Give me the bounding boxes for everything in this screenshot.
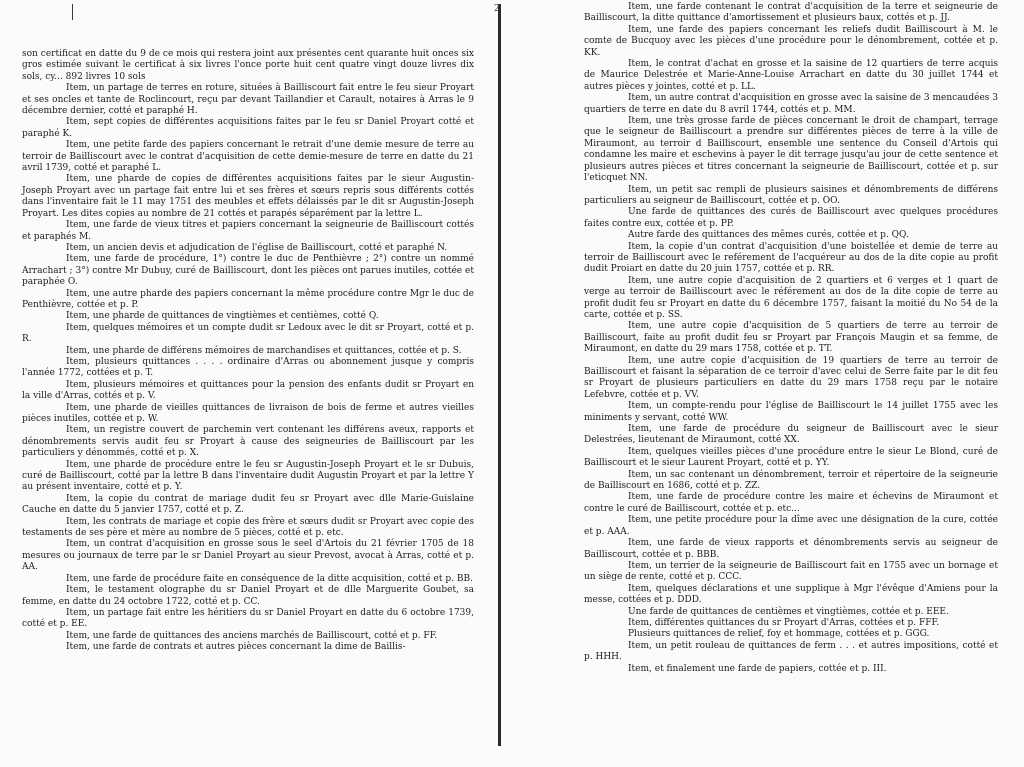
book-gutter [498, 4, 501, 746]
inventory-paragraph: Item, un contrat d'acquisition en grosse sous le seel d'Artois du 21 février 1705 de 18 mesures ou journaux de terre par le sr Daniel Proyart au sieur Prevost, avocat à Arras, cotté et p. AA. [22, 539, 474, 573]
inventory-paragraph: Item, plusieurs quittances . . . . ordinaire d'Arras ou abonnement jusque y compris l'année 1772, cottées et p. T. [22, 356, 474, 379]
right-page [503, 0, 1024, 767]
inventory-paragraph: Item, une farde de contrats et autres pièces concernant la dime de Baillis- [66, 642, 406, 653]
inventory-paragraph: Item, un sac contenant un dénombrement, terroir et répertoire de la seigneurie de Bailliscourt en 1686, cotté et p. ZZ. [584, 469, 998, 492]
page-edge-mark [72, 4, 73, 20]
inventory-paragraph: Item, une farde de procédure faite en conséquence de la ditte acquisition, cotté et p. BB. [66, 573, 473, 584]
inventory-paragraph: Item, une pharde de vieilles quittances de livraison de bois de ferme et autres vieilles pièces inutiles, cottée et p. W. [22, 402, 474, 424]
inventory-paragraph: Item, une pharde de procédure entre le feu sr Augustin-Joseph Proyart et le sr Dubuis, curé de Bailliscourt, cotté par la lettre B dans l'inventaire dudit Augustin Proyart et par la lettre Y au présent inventaire, cotté et p. Y. [22, 459, 474, 493]
inventory-paragraph: Plusieurs quittances de relief, foy et hommage, cottées et p. GGG. [628, 629, 930, 640]
left-page [0, 0, 498, 767]
right-page-text [584, 2, 998, 675]
inventory-paragraph: Autre farde des quittances des mêmes curés, cottée et p. QQ. [628, 230, 909, 241]
inventory-paragraph: Item, une pharde de quittances de vingtièmes et centièmes, cotté Q. [66, 311, 379, 322]
inventory-paragraph: Item, le contrat d'achat en grosse et la saisine de 12 quartiers de terre acquis de Maurice Delestrée et Marie-Anne-Louise Arrachart en datte du 30 juillet 1744 et autres pièces y jointes, cotté et p. LL. [584, 59, 998, 92]
inventory-paragraph: Item, un autre contrat d'acquisition en grosse avec la saisine de 3 mencaudées 3 quartiers de terre en date du 8 avril 1744, cottés et p. MM. [584, 93, 998, 115]
inventory-paragraph: Item, un terrier de la seigneurie de Bailliscourt fait en 1755 avec un bornage et un siège de rente, cotté et p. CCC. [584, 560, 998, 583]
inventory-paragraph: Item, un compte-rendu pour l'église de Bailliscourt le 14 juillet 1755 avec les miniments y servant, cotté WW. [584, 401, 998, 423]
inventory-paragraph: Item, un petit sac rempli de plusieurs saisines et dénombrements de différens particuliers au seigneur de Bailliscourt, cottée et p. OO. [584, 184, 998, 206]
inventory-paragraph: Item, plusieurs mémoires et quittances pour la pension des enfants dudit sr Proyart en la ville d'Arras, cottés et p. V. [22, 379, 474, 402]
inventory-paragraph: Item, et finalement une farde de papiers, cottée et p. III. [628, 663, 887, 674]
inventory-paragraph: Item, la copie du contrat de mariage dudit feu sr Proyart avec dlle Marie-Guislaine Cauche en datte du 5 janvier 1757, cotté et p. Z. [22, 493, 474, 516]
inventory-paragraph: Item, quelques mémoires et un compte dudit sr Ledoux avec le dit sr Proyart, cotté et p. R. [22, 322, 474, 345]
inventory-paragraph: Item, un petit rouleau de quittances de ferm . . . et autres impositions, cotté et p. HHH. [584, 640, 998, 663]
inventory-paragraph: Item, la copie d'un contrat d'acquisition d'une boistellée et demie de terre au terroir de Bailliscourt avec le reférement de l'acquéreur au dos de la dite copie au profit dudit Proiart en datte du 20 juin 1757, cottée et p. RR. [584, 241, 998, 275]
inventory-paragraph: Item, un partage de terres en roture, situées à Bailliscourt fait entre le feu sieur Proyart et ses oncles et tante de Roclincourt, reçu par devant Taillandier et Carault, notaires à Arras le 9 décembre dernier, cotté et paraphé H. [22, 83, 474, 117]
inventory-paragraph: Item, un registre couvert de parchemin vert contenant les différens aveux, rapports et dénombrements servis audit feu sr Proyart à cause des seigneuries de Bailliscourt par les particuliers y dénommés, cotté et p. X. [22, 425, 474, 459]
inventory-paragraph: Item, une autre copie d'acquisition de 19 quartiers de terre au terroir de Bailliscourt et faisant la séparation de ce terroir d'avec celui de Serre faite par le dit feu sr Proyart de plusieurs particuliers en datte du 29 mars 1758 reçu par le notaire Lefebvre, cottée et p. VV. [584, 355, 998, 400]
inventory-paragraph: Item, une pharde de différens mémoires de marchandises et quittances, cottée et p. S. [66, 345, 462, 356]
inventory-paragraph: Item, une farde de procédure du seigneur de Bailliscourt avec le sieur Delestrées, lieutenant de Miraumont, cotté XX. [584, 424, 998, 446]
inventory-paragraph: Item, une très grosse farde de pièces concernant le droit de champart, terrage que le seigneur de Bailliscourt a prendre sur différentes pièces de terre à la ville de Miraumont, au terroir d Bailliscourt, ensemble une sentence du Conseil d'Artois qui condamne les maire et eschevins à payer le dit terrage jusqu'au jour de cette sentence et plusieurs autres pièces et titres concernant la seigneurie de Bailliscourt, cottée et p. sur l'eticquet NN. [584, 116, 998, 184]
inventory-paragraph: Item, le testament olographe du sr Daniel Proyart et de dlle Marguerite Goubet, sa femme, en datte du 24 octobre 1722, cotté et p. CC. [22, 585, 474, 607]
inventory-paragraph: Item, une farde contenant le contrat d'acquisition de la terre et seigneurie de Bailliscourt, la ditte quittance d'amortissement et plusieurs baux, cottés et p. JJ. [584, 2, 998, 24]
inventory-paragraph: Item, les contrats de mariage et copie des frère et sœurs dudit sr Proyart avec copie des testaments de ses père et mère au nombre de 5 pièces, cotté et p. etc. [22, 516, 474, 539]
inventory-paragraph: son certificat en datte du 9 de ce mois qui restera joint aux présentes cent quarante huit onces six gros estimée suivant le certificat à six livres l'once porte huit cent quatre vingt douze livres dix sols, cy... 892 livres 10 sols [22, 49, 474, 82]
inventory-paragraph: Item, différentes quittances du sr Proyart d'Arras, cottées et p. FFF. [628, 617, 940, 628]
inventory-paragraph: Item, une farde de procédure, 1°) contre le duc de Penthièvre ; 2°) contre un nommé Arrachart ; 3°) contre Mr Dubuy, curé de Bailliscourt, dont les pièces ont parues inutiles, cottée et paraphée O. [22, 254, 474, 288]
inventory-paragraph: Item, une farde de vieux rapports et dénombrements servis au seigneur de Bailliscourt, cottée et p. BBB. [584, 538, 998, 560]
inventory-paragraph: Item, une farde de procédure contre les maire et échevins de Miraumont et contre le curé de Bailliscourt, cottée et p. etc... [584, 492, 998, 514]
inventory-paragraph: Item, un ancien devis et adjudication de l'église de Bailliscourt, cotté et paraphé N. [66, 242, 448, 253]
inventory-paragraph: Item, sept copies de différentes acquisitions faites par le feu sr Daniel Proyart cotté et paraphé K. [22, 117, 474, 139]
inventory-paragraph: Une farde de quittances de centièmes et vingtièmes, cottée et p. EEE. [628, 606, 949, 617]
inventory-paragraph: Item, une autre copie d'acquisition de 2 quartiers et 6 verges et 1 quart de verge au terroir de Bailliscourt avec le référement au dos de la dite copie de terre au profit dudit feu sr Proyart en datte du 6 décembre 1757, faisant la moitié du No 54 de la carte, cottée et p. SS. [584, 275, 998, 320]
folio-number: 2 [494, 4, 500, 14]
inventory-paragraph: Item, une farde des papiers concernant les reliefs dudit Bailliscourt à M. le comte de Bucquoy avec les pièces d'une procédure pour le dénombrement, cottée et p. KK. [584, 24, 998, 58]
inventory-paragraph: Item, une autre copie d'acquisition de 5 quartiers de terre au terroir de Bailliscourt, faite au profit dudit feu sr Proyart par François Maugin et sa femme, de Miraumont, en datte du 29 mars 1758, cottée et p. TT. [584, 321, 998, 355]
inventory-paragraph: Item, une farde de quittances des anciens marchés de Bailliscourt, cotté et p. FF. [66, 630, 438, 641]
inventory-paragraph: Item, une petite farde des papiers concernant le retrait d'une demie mesure de terre au terroir de Bailliscourt avec le contrat d'acquisition de cette demie-mesure de terre en datte du 21 avril 1739, cotté et paraphé L. [22, 140, 474, 174]
inventory-paragraph: Item, une farde de vieux titres et papiers concernant la seigneurie de Bailliscourt cottés et paraphés M. [22, 220, 474, 242]
inventory-paragraph: Item, une autre pharde des papiers concernant la même procédure contre Mgr le duc de Penthièvre, cottée et p. P. [22, 288, 474, 310]
left-page-text [22, 49, 474, 654]
inventory-paragraph: Item, un partage fait entre les héritiers du sr Daniel Proyart en datte du 6 octobre 1739, cotté et p. EE. [22, 607, 474, 630]
inventory-paragraph: Une farde de quittances des curés de Bailliscourt avec quelques procédures faites contre eux, cottée et p. PP. [584, 207, 998, 229]
inventory-paragraph: Item, quelques déclarations et une supplique à Mgr l'évêque d'Amiens pour la messe, cottées et p. DDD. [584, 583, 998, 606]
inventory-paragraph: Item, une petite procédure pour la dîme avec une désignation de la cure, cottée et p. AAA. [584, 515, 998, 537]
inventory-paragraph: Item, une pharde de copies de différentes acquisitions faites par le sieur Augustin-Joseph Proyart avec un partage fait entre lui et ses frères et sœurs repris sous différents cottés dans l'inventaire fait le 11 may 1751 des meubles et effets délaissés par le dit sr Augustin-Joseph Proyart. Les dites copies au nombre de 21 cottés et parapés séparément par la lettre L. [22, 174, 474, 219]
inventory-paragraph: Item, quelques vieilles pièces d'une procédure entre le sieur Le Blond, curé de Bailliscourt et le sieur Laurent Proyart, cotté et p. YY. [584, 446, 998, 469]
